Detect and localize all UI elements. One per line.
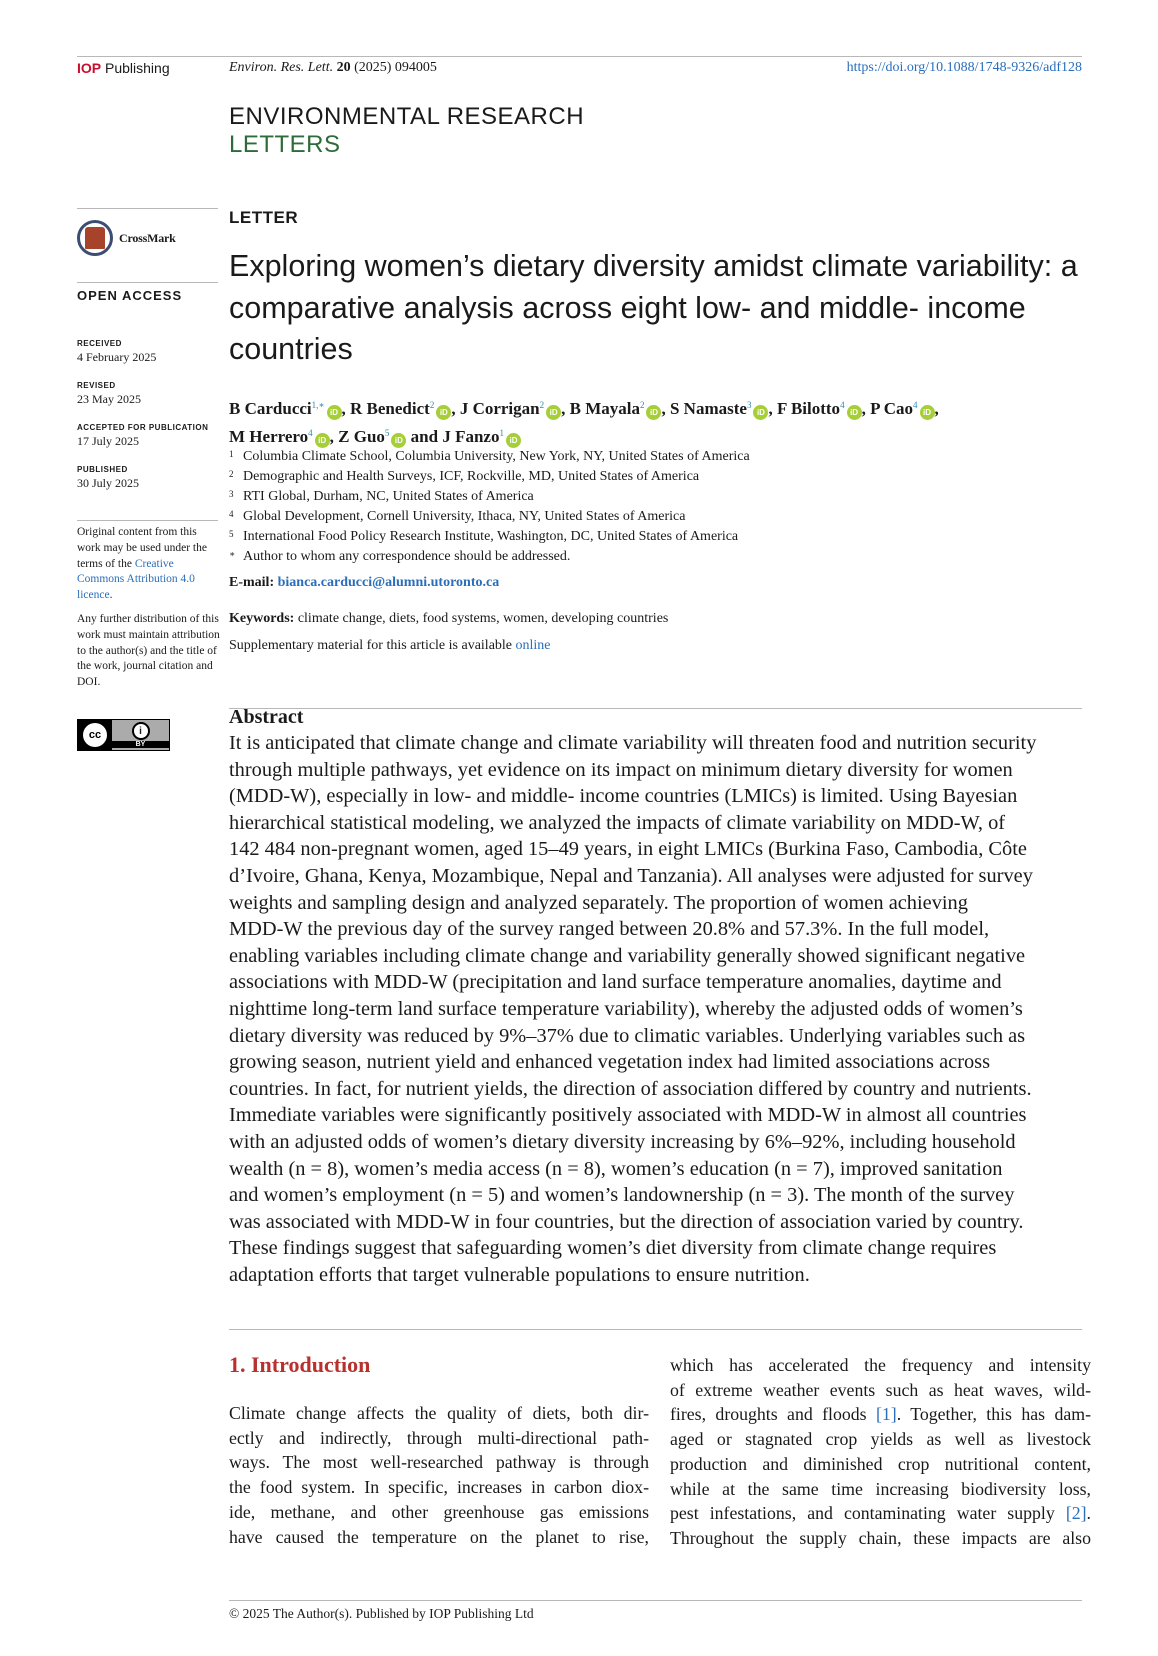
supplementary-line xyxy=(229,638,551,654)
abstract-line: wealth (n = 8), women’s media access (n = 8), women’s education (n = 7), improved sanitation xyxy=(229,1157,1003,1180)
orcid-icon[interactable]: iD xyxy=(546,405,561,420)
intro-line: the food system. In specific, increases in carbon diox- xyxy=(229,1477,649,1498)
abstract-line: through multiple pathways, yet evidence on its impact on minimum dietary diversity for women xyxy=(229,758,1013,781)
cc-by-badge[interactable] xyxy=(77,719,170,751)
author-list: B Carducci$^{1,∗}$iD , R Benedict$^2$iD , J Corrigan$^2$iD , B Mayala$^2$iD , S Namaste$^3$iD , F Bilotto$^4$iD , P Cao$^4$iD , M Herrero$^4$iD , Z Guo$^5$iD and J Fanzo$^1$iD xyxy=(229,399,939,446)
intro-right-column xyxy=(670,1353,1091,1551)
intro-line: fires, droughts and floods [1]. Together, this has dam- xyxy=(670,1404,1091,1425)
intro-line: aged or stagnated crop yields as well as livestock xyxy=(670,1429,1091,1450)
email-line xyxy=(229,575,499,591)
accepted-date: 17 July 2025 xyxy=(77,434,140,448)
affiliation: 5 International Food Policy Research Institute, Washington, DC, United States of America xyxy=(229,529,739,544)
abstract-line: associations with MDD-W (precipitation and land surface temperature anomalies, daytime and xyxy=(229,971,1002,994)
keywords-label: Keywords: xyxy=(229,611,295,626)
copyright: © 2025 The Author(s). Published by IOP Publishing Ltd xyxy=(229,1606,534,1621)
orcid-icon[interactable]: iD xyxy=(315,433,330,448)
revised-date: 23 May 2025 xyxy=(77,392,141,406)
doi-link[interactable]: https://doi.org/10.1088/1748-9326/adf128 xyxy=(846,60,1082,75)
abstract-line: Immediate variables were significantly positively associated with MDD-W in almost all countries xyxy=(229,1104,1027,1127)
license-pre: Original content from this work may be used under the terms of the xyxy=(77,526,207,570)
license-text xyxy=(77,525,222,604)
footer-rule xyxy=(229,1600,1082,1601)
cc-icon: cc xyxy=(83,723,107,747)
citation xyxy=(229,60,437,76)
orcid-icon[interactable]: iD xyxy=(847,405,862,420)
section-heading-introduction: 1. Introduction xyxy=(229,1352,371,1377)
affiliation: 1 Columbia Climate School, Columbia University, New York, NY, United States of America xyxy=(229,449,750,464)
article-title: Exploring women’s dietary diversity amidst climate variability: a comparative analysis across eight low- and middle- income countries xyxy=(229,249,1078,366)
corresponding-note: ∗ Author to whom any correspondence should be addressed. xyxy=(229,549,571,564)
author[interactable]: F Bilotto$^4$iD xyxy=(777,399,862,418)
affiliation: 2 Demographic and Health Surveys, ICF, Rockville, MD, United States of America xyxy=(229,469,700,484)
reference-link[interactable]: [1] xyxy=(875,1404,897,1425)
abstract-heading: Abstract xyxy=(229,706,304,728)
accepted-label: ACCEPTED FOR PUBLICATION xyxy=(77,423,209,432)
revised-label: REVISED xyxy=(77,381,116,390)
intro-line: while at the same time increasing biodiversity loss, xyxy=(670,1478,1091,1499)
header-rule xyxy=(77,56,1082,57)
volume: 20 xyxy=(336,60,351,75)
abstract-line: d’Ivoire, Ghana, Kenya, Mozambique, Nepal and Tanzania). All analyses were adjusted for survey xyxy=(229,864,1033,887)
author[interactable]: B Mayala$^2$iD xyxy=(570,399,662,418)
abstract-line: It is anticipated that climate change and climate variability will threaten food and nutrition security xyxy=(229,732,1037,754)
orcid-icon[interactable]: iD xyxy=(327,405,342,420)
publisher-name: Publishing xyxy=(105,60,170,76)
sidebar-rule xyxy=(77,208,218,209)
intro-line: which has accelerated the frequency and intensity xyxy=(670,1355,1091,1375)
abstract-line: nighttime long-term land surface temperature variability), whereby the adjusted odds of women’s xyxy=(229,997,1023,1020)
published-date: 30 July 2025 xyxy=(77,476,140,490)
affiliations xyxy=(229,447,1089,567)
by-label: BY xyxy=(112,741,169,748)
article-type: LETTER xyxy=(229,208,299,227)
abstract-line: countries. In fact, for nutrient yields, the direction of association differed by country and nutrients. xyxy=(229,1077,1032,1100)
abstract-line: adaptation efforts that target vulnerable populations to ensure nutrition. xyxy=(229,1263,810,1286)
intro-line: production and diminished crop nutritional content, xyxy=(670,1453,1091,1474)
orcid-icon[interactable]: iD xyxy=(753,405,768,420)
journal-title-line2: LETTERS xyxy=(229,131,341,158)
author[interactable]: B Carducci$^{1,∗}$iD xyxy=(229,399,342,418)
email-link[interactable]: bianca.carducci@alumni.utoronto.ca xyxy=(277,575,500,590)
abstract-line: MDD-W the previous day of the survey ranged between 20.8% and 57.3%. In the full model, xyxy=(229,918,990,941)
keywords-line xyxy=(229,611,668,627)
intro-left-column xyxy=(229,1401,649,1549)
open-access-label: OPEN ACCESS xyxy=(77,288,183,303)
keywords: climate change, diets, food systems, women, developing countries xyxy=(297,611,669,626)
abstract-text xyxy=(229,730,1091,1288)
orcid-icon[interactable]: iD xyxy=(436,405,451,420)
reference-link[interactable]: [2] xyxy=(1065,1503,1087,1524)
publisher-logo xyxy=(77,60,170,76)
intro-line: ways. The most well-researched pathway is through xyxy=(229,1452,649,1473)
author[interactable]: J Corrigan$^2$iD xyxy=(460,399,561,418)
author[interactable]: S Namaste$^3$iD xyxy=(670,399,768,418)
author[interactable]: M Herrero$^4$iD xyxy=(229,427,330,446)
journal-abbrev: Environ. Res. Lett. xyxy=(229,60,334,75)
orcid-icon[interactable]: iD xyxy=(506,433,521,448)
supplementary-text: Supplementary material for this article is available xyxy=(229,638,513,653)
crossmark-label: CrossMark xyxy=(119,230,176,245)
orcid-icon[interactable]: iD xyxy=(920,405,935,420)
abstract-line: dietary diversity was reduced by 9%–37% due to climatic variables. Underlying variables such as xyxy=(229,1024,1026,1047)
abstract-line: growing season, nutrient yield and enhanced vegetation index had limited associations across xyxy=(229,1051,991,1074)
abstract-line: weights and sampling design and analyzed separately. The proportion of women achieving xyxy=(229,891,968,914)
sidebar-rule xyxy=(77,520,218,521)
affiliation: 3 RTI Global, Durham, NC, United States of America xyxy=(229,489,534,504)
year-article: (2025) 094005 xyxy=(354,60,437,75)
distribution-text: Any further distribution of this work must maintain attribution to the author(s) and the title of the work, journal citation and DOI. xyxy=(77,613,220,689)
received-date: 4 February 2025 xyxy=(77,350,157,364)
received-label: RECEIVED xyxy=(77,339,122,348)
abstract-line: with an adjusted odds of women’s dietary diversity increasing by 6%–92%, including household xyxy=(229,1130,1016,1153)
intro-line: have caused the temperature on the planet to rise, xyxy=(229,1526,649,1547)
attribution-icon: i xyxy=(132,722,150,740)
author[interactable]: P Cao$^4$iD xyxy=(870,399,934,418)
email-label: E-mail: xyxy=(229,575,275,590)
abstract-line: was associated with MDD-W in four countries, but the direction of association varied by country. xyxy=(229,1210,1024,1233)
abstract-line: and women’s employment (n = 5) and women’s landownership (n = 3). The month of the survey xyxy=(229,1184,1015,1207)
intro-line: ectly and indirectly, through multi-directional path- xyxy=(229,1427,649,1448)
crossmark-badge[interactable] xyxy=(77,220,176,256)
intro-line: ide, methane, and other greenhouse gas emissions xyxy=(229,1501,649,1522)
journal-title-line1: ENVIRONMENTAL RESEARCH xyxy=(229,103,585,130)
affiliation: 4 Global Development, Cornell University, Ithaca, NY, United States of America xyxy=(229,509,686,524)
publisher-iop: IOP xyxy=(77,60,102,76)
abstract-line: (MDD-W), especially in low- and middle- income countries (LMICs) is limited. Using Bayesian xyxy=(229,785,1018,808)
intro-line: of extreme weather events such as heat waves, wild- xyxy=(670,1379,1091,1400)
abstract-line: hierarchical statistical modeling, we analyzed the impacts of climate variability on MDD-W, of xyxy=(229,811,1006,834)
license-post: . xyxy=(109,589,113,602)
abstract-line: 142 484 non-pregnant women, aged 15–49 years, in eight LMICs (Burkina Faso, Cambodia, Côte xyxy=(229,838,1027,861)
abstract-bottom-rule xyxy=(229,1329,1082,1330)
supplementary-link[interactable]: online xyxy=(515,638,551,653)
crossmark-icon xyxy=(77,220,113,256)
intro-line: Throughout the supply chain, these impacts are also xyxy=(670,1527,1091,1548)
abstract-line: These findings suggest that safeguarding women’s diet diversity from climate change requires xyxy=(229,1237,997,1260)
orcid-icon[interactable]: iD xyxy=(646,405,661,420)
cc-license-link[interactable]: Creative Commons Attribution 4.0 licence xyxy=(77,557,195,602)
orcid-icon[interactable]: iD xyxy=(391,433,406,448)
intro-line: Climate change affects the quality of diets, both dir- xyxy=(229,1403,649,1423)
abstract-top-rule xyxy=(229,708,1082,709)
published-label: PUBLISHED xyxy=(77,465,128,474)
author[interactable]: R Benedict$^2$iD xyxy=(350,399,451,418)
author[interactable]: Z Guo$^5$iD xyxy=(338,427,406,446)
intro-line: pest infestations, and contaminating water supply [2]. xyxy=(670,1503,1091,1524)
sidebar-rule xyxy=(77,282,218,283)
abstract-line: enabling variables including climate change and variability generally showed significant negative xyxy=(229,944,1026,967)
author[interactable]: J Fanzo$^1$iD xyxy=(442,427,521,446)
